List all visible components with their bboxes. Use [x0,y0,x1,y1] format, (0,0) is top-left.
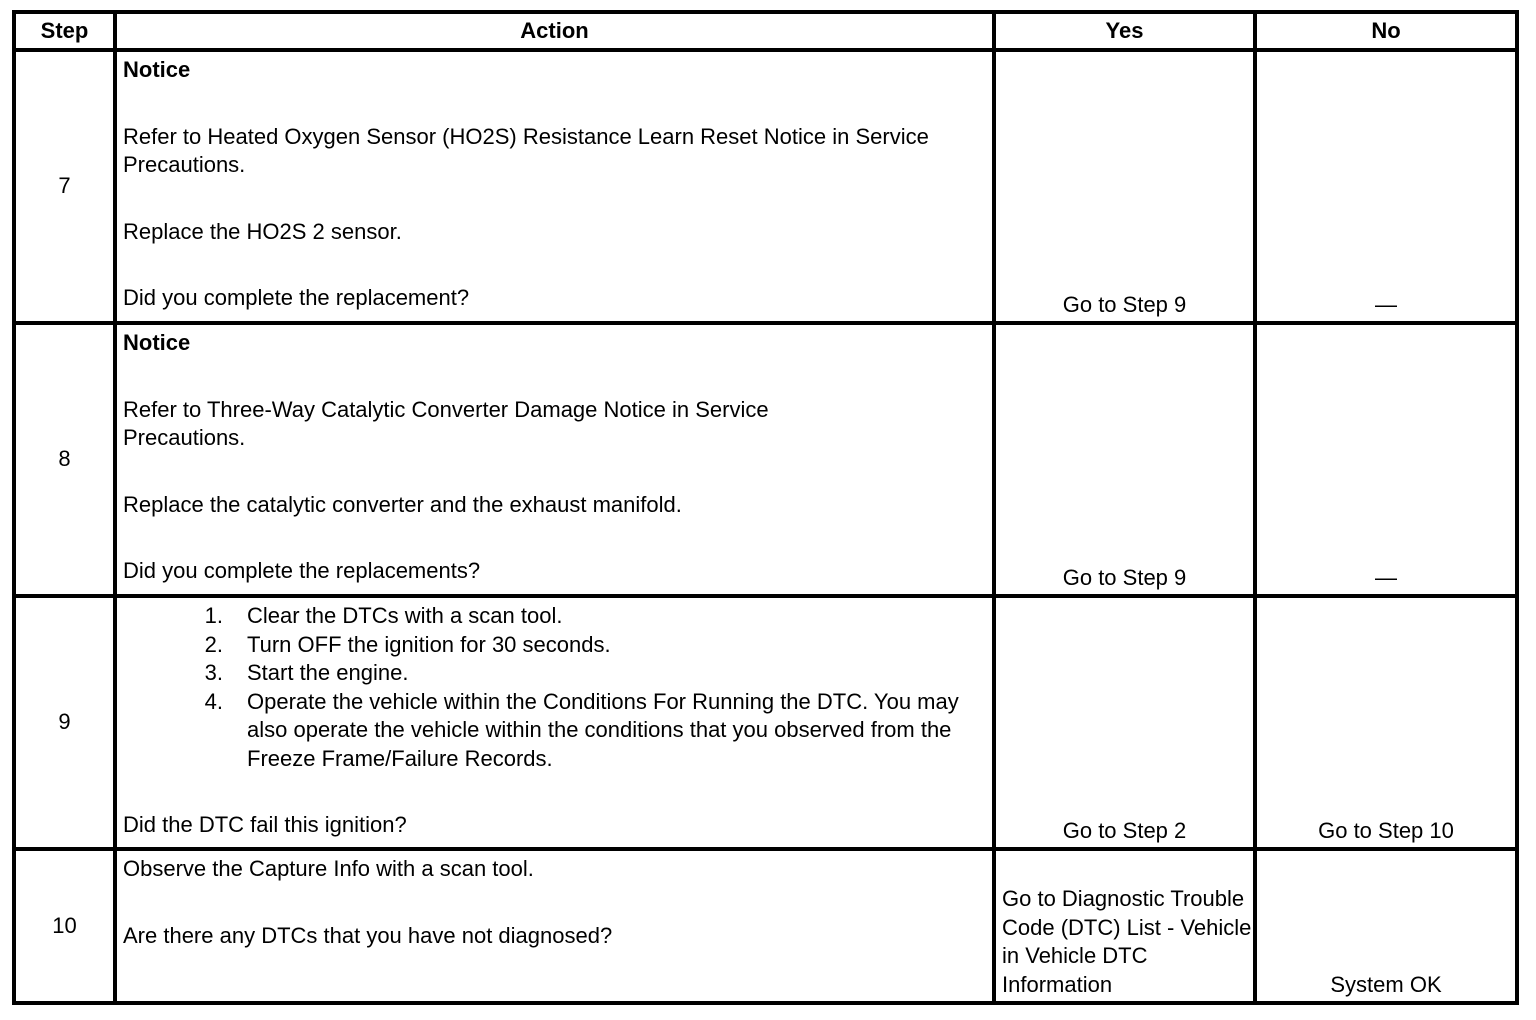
question-text: Did you complete the replacement? [123,285,470,310]
no-cell: — [1255,323,1517,596]
instruction-text: Observe the Capture Info with a scan tool. [123,856,534,881]
table-row [14,323,1517,596]
list-number: 3. [204,660,223,685]
header-no: No [1255,12,1517,50]
list-item [123,688,986,774]
list-item [123,659,986,688]
question-text: Did the DTC fail this ignition? [123,812,407,837]
header-action: Action [115,12,994,50]
no-cell: — [1255,50,1517,323]
table-row [14,50,1517,323]
list-text: Start the engine. [247,660,409,685]
step-number: 7 [14,50,115,323]
header-yes: Yes [994,12,1255,50]
list-text: Turn OFF the ignition for 30 seconds. [247,631,611,657]
action-cell [115,849,994,1003]
list-text: Clear the DTCs with a scan tool. [247,603,563,628]
table-row [14,849,1517,1003]
action-cell [115,323,994,596]
no-cell: System OK [1255,849,1517,1003]
action-cell [115,50,994,323]
step-number: 10 [14,849,115,1003]
instruction-text: Replace the catalytic converter and the exhaust manifold. [123,491,682,517]
step-number: 9 [14,596,115,849]
yes-cell: Go to Step 2 [994,596,1255,849]
diagnostic-table [12,10,1519,1005]
action-cell [115,596,994,849]
notice-label: Notice [123,330,191,355]
list-text: Operate the vehicle within the Conditions For Running the DTC. You may also operate the vehicle within the conditions that you observed from the Freeze Frame/Failure Records. [247,688,959,771]
yes-cell: Go to Step 9 [994,50,1255,323]
header-step: Step [14,12,115,50]
step-number: 8 [14,323,115,596]
notice-text: Refer to Heated Oxygen Sensor (HO2S) Resistance Learn Reset Notice in Service Precautions. [123,123,929,177]
notice-text: Refer to Three-Way Catalytic Converter Damage Notice in Service Precautions. [123,396,769,450]
yes-cell: Go to Step 9 [994,323,1255,596]
list-item [123,602,986,631]
yes-cell: Go to Diagnostic Trouble Code (DTC) List - Vehicle in Vehicle DTC Information [994,849,1255,1003]
notice-label: Notice [123,57,191,82]
question-text: Did you complete the replacements? [123,558,481,583]
header-row [14,12,1517,50]
list-item [123,631,986,660]
no-cell: Go to Step 10 [1255,596,1517,849]
instruction-text: Replace the HO2S 2 sensor. [123,218,402,244]
table-row [14,596,1517,849]
list-number: 1. [204,603,223,628]
question-text: Are there any DTCs that you have not diagnosed? [123,922,613,948]
list-number: 2. [204,631,223,657]
list-number: 4. [204,688,223,714]
step-list [123,602,986,773]
